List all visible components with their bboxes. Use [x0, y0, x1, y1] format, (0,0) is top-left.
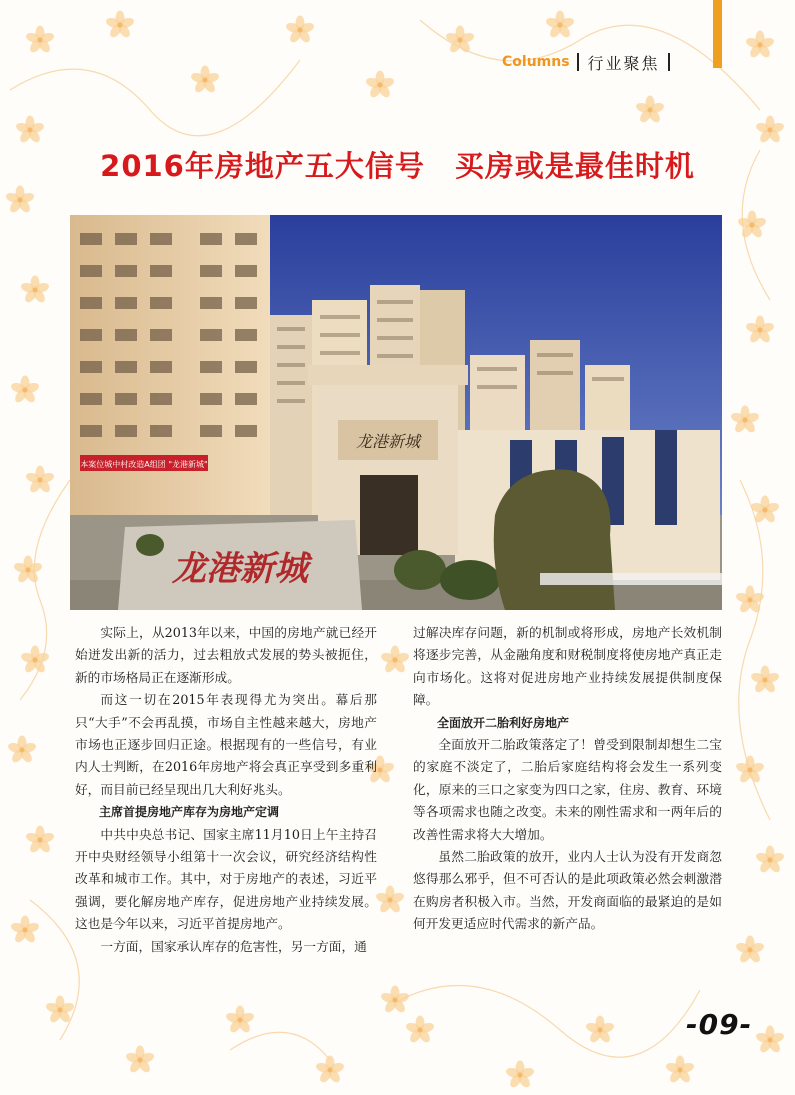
page-header — [502, 50, 670, 74]
paragraph: 虽然二胎政策的放开，业内人士认为没有开发商忽悠得那么邪乎，但不可否认的是此项政策必然会刺激潜在购房者积极入市。当然，开发商面临的最紧迫的是如何开发更适应时代需求的新产品。 — [413, 849, 722, 932]
gate-sign-text: 龙港新城 — [355, 432, 421, 451]
section-heading: 主席首提房地产库存为房地产定调 — [99, 805, 280, 820]
section-label: 行业聚焦 — [587, 53, 660, 73]
header-divider-end — [668, 53, 670, 71]
paragraph: 实际上，从2013年以来，中国的房地产就已经开始迸发出新的活力，过去粗放式发展的势头被扼住，新的市场格局正在逐渐形成。 — [75, 625, 377, 685]
header-divider — [577, 53, 579, 71]
section-heading: 全面放开二胎利好房地产 — [437, 715, 570, 730]
article-column-left — [75, 622, 377, 958]
page-number: -09- — [686, 1008, 753, 1041]
banner-text: 本案位城中村改造A组团 "龙港新城" — [80, 460, 208, 469]
article-photo — [70, 215, 722, 610]
columns-label: Columns — [502, 54, 570, 70]
paragraph: 全面放开二胎政策落定了！曾受到限制却想生二宝的家庭不淡定了，二胎后家庭结构将会发生一系列变化，原来的三口之家变为四口之家，住房、教育、环境等各项需求也随之改变。未来的刚性需求和一两年后的改善性需求将大大增加。 — [413, 737, 722, 842]
stone-sign-text: 龙港新城 — [172, 549, 308, 589]
paragraph: 过解决库存问题，新的机制或将形成，房地产长效机制将逐步完善，从金融角度和财税制度将使房地产真正走向市场化。这将对促进房地产业持续发展提供制度保障。 — [413, 625, 722, 708]
article-column-right — [413, 622, 722, 936]
article-title: 2016年房地产五大信号 买房或是最佳时机 — [100, 149, 695, 183]
paragraph: 一方面，国家承认库存的危害性，另一方面，通 — [100, 938, 367, 954]
paragraph: 而这一切在2015年表现得尤为突出。幕后那只“大手”不会再乱摸，市场自主性越来越大，房地产市场也正逐步回归正途。根据现有的一些信号，有业内人士判断，在2016年房地产将会真正享受到多重利好，而目前已经呈现出几大利好兆头。 — [75, 692, 377, 797]
header-accent-bar — [713, 0, 722, 68]
paragraph: 中共中央总书记、国家主席11月10日上午主持召开中央财经领导小组第十一次会议，研究经济结构性改革和城市工作。其中，对于房地产的表述，习近平强调，要化解房地产库存，促进房地产业持续发展。这也是今年以来，习近平首提房地产。 — [75, 826, 377, 932]
